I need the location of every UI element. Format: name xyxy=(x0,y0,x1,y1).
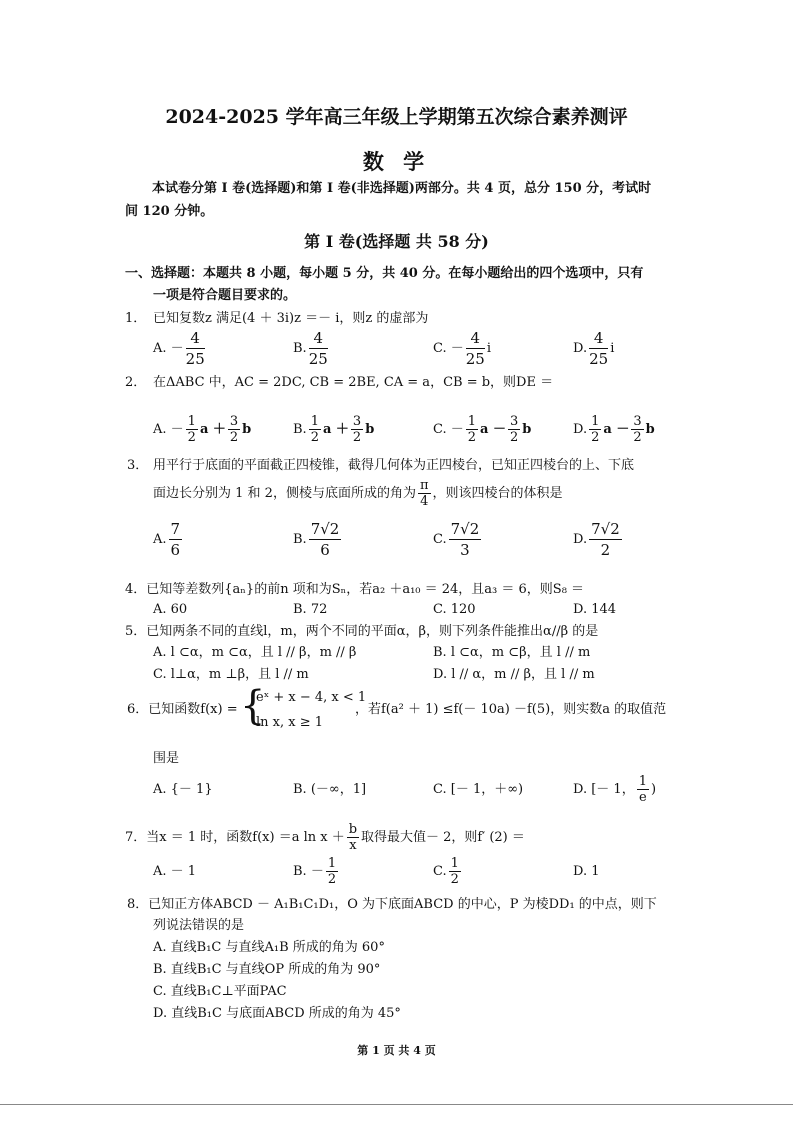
q2-b-f1d: 2 xyxy=(310,430,319,445)
q3-c-den: 3 xyxy=(460,541,470,559)
q1-option-d xyxy=(573,328,614,369)
q3-a-num: 7 xyxy=(170,520,181,538)
q8-option-a: A. 直线B₁C 与直线A₁B 所成的角为 60° xyxy=(153,940,385,955)
q8-option-c: C. 直线B₁C⊥平面PAC xyxy=(153,984,287,999)
q5-option-c: C. l⊥α，m ⊥β，且 l // m xyxy=(153,667,309,682)
q1-text: 已知复数z 满足(4 ＋ 3i)z ＝－ i，则z 的虚部为 xyxy=(153,311,429,326)
q7-option-c xyxy=(433,856,463,887)
q6-option-d xyxy=(573,774,656,805)
q3-option-c xyxy=(433,519,483,560)
intro-line-2: 间 120 分钟。 xyxy=(125,204,214,219)
q7-line xyxy=(125,822,525,853)
q2-d-end: b xyxy=(645,422,655,437)
q3-a-label: A. xyxy=(153,532,167,547)
q1-b-label: B. xyxy=(293,341,307,356)
q3-option-d xyxy=(573,519,624,560)
q7-lead: 7．当x ＝ 1 时，函数f(x) ＝a ln x ＋ xyxy=(125,830,345,845)
q2-c-f2n: 3 xyxy=(509,414,519,429)
q2-b-f2n: 3 xyxy=(352,414,362,429)
q4-option-d: D. 144 xyxy=(573,602,617,617)
q1-c-label: C. － xyxy=(433,341,464,356)
q8-option-d: D. 直线B₁C 与底面ABCD 所成的角为 45° xyxy=(153,1006,401,1021)
exam-title: 2024-2025 学年高三年级上学期第五次综合素养测评 xyxy=(165,106,628,128)
q1-d-num: 4 xyxy=(589,328,608,349)
q7-c-label: C. xyxy=(433,864,447,879)
q7-frac-den: x xyxy=(349,838,357,853)
q2-b-f1n: 1 xyxy=(310,414,319,429)
q2-c-mid: a － xyxy=(480,422,506,437)
q2-d-f2d: 2 xyxy=(633,430,642,445)
q2-a-mid: a ＋ xyxy=(199,422,226,437)
q7-frac-num: b xyxy=(348,822,358,837)
q5-text: 5．已知两条不同的直线l，m，两个不同的平面α，β，则下列条件能推出α//β 的是 xyxy=(125,624,599,639)
bottom-divider xyxy=(0,1104,793,1105)
q2-c-f1d: 2 xyxy=(467,430,477,445)
q7-b-label: B. － xyxy=(293,864,324,879)
q2-d-mid: a － xyxy=(603,422,630,437)
q3-b-den: 6 xyxy=(320,541,330,559)
q3-b-label: B. xyxy=(293,532,307,547)
q2-option-d xyxy=(573,414,655,445)
q2-d-f1d: 2 xyxy=(591,430,600,445)
q4-text: 4．已知等差数列{aₙ}的前n 项和为Sₙ，若a₂ ＋a₁₀ ＝ 24，且a₃ ＝ 6，则S₈ ＝ xyxy=(125,582,585,597)
q2-d-f2n: 3 xyxy=(633,414,642,429)
q3-d-num: 7√2 xyxy=(591,520,620,538)
q2-d-f1n: 1 xyxy=(591,414,600,429)
q3-d-den: 2 xyxy=(600,541,611,559)
q7-tail: 取得最大值－ 2，则f′ (2) ＝ xyxy=(361,830,525,845)
q2-a-f1d: 2 xyxy=(187,430,196,445)
q3-number: 3． xyxy=(127,458,149,473)
q7-option-d: D. 1 xyxy=(573,864,600,879)
q6-option-c: C. [－ 1，＋∞) xyxy=(433,782,524,797)
q1-option-c xyxy=(433,328,491,369)
q6-case-2: ln x, x ≥ 1 xyxy=(256,715,324,730)
q4-option-c: C. 120 xyxy=(433,602,476,617)
q2-a-label: A. － xyxy=(153,422,184,437)
q1-c-den: 25 xyxy=(465,350,485,368)
q1-a-den: 25 xyxy=(185,350,205,368)
section-heading-1: 一、选择题：本题共 8 小题，每小题 5 分，共 40 分。在每小题给出的四个选项中，只有 xyxy=(125,266,644,281)
q2-number: 2． xyxy=(125,375,147,390)
q1-b-num: 4 xyxy=(309,328,328,349)
q2-d-label: D. xyxy=(573,422,588,437)
q7-option-a: A. － 1 xyxy=(153,864,197,879)
q2-b-f2d: 2 xyxy=(352,430,362,445)
q3-line-2a: 面边长分别为 1 和 2，侧棱与底面所成的角为 xyxy=(153,486,416,501)
q1-option-a xyxy=(153,328,207,369)
q2-option-b xyxy=(293,414,374,445)
q7-option-b xyxy=(293,856,340,887)
q2-b-mid: a ＋ xyxy=(322,422,349,437)
q1-a-label: A. － xyxy=(153,341,184,356)
q3-line-1: 用平行于底面的平面截正四棱锥，截得几何体为正四棱台，已知正四棱台的上、下底 xyxy=(153,458,635,473)
q2-b-end: b xyxy=(365,422,375,437)
q1-d-label: D. xyxy=(573,341,588,356)
page-number: 第 1 页 共 4 页 xyxy=(357,1044,436,1057)
q5-option-d: D. l // α，m // β，且 l // m xyxy=(433,667,595,682)
q2-b-label: B. xyxy=(293,422,307,437)
q6-case-1: eˣ + x − 4, x < 1 xyxy=(256,690,367,705)
q1-number: 1． xyxy=(125,311,147,326)
section-heading-2: 一项是符合题目要求的。 xyxy=(153,288,297,303)
q2-c-end: b xyxy=(522,422,532,437)
q5-option-b: B. l ⊂α，m ⊂β，且 l // m xyxy=(433,645,591,660)
q8-line-1: 8．已知正方体ABCD － A₁B₁C₁D₁，O 为下底面ABCD 的中心，P 为棱DD₁ 的中点，则下 xyxy=(127,897,657,912)
q5-option-a: A. l ⊂α，m ⊂α，且 l // β，m // β xyxy=(153,645,357,660)
q4-option-a: A. 60 xyxy=(153,602,188,617)
q3-c-label: C. xyxy=(433,532,447,547)
q2-c-f2d: 2 xyxy=(509,430,519,445)
q6-d-den: e xyxy=(638,790,647,805)
q6-option-b: B. (－∞，1] xyxy=(293,782,367,797)
q1-c-suffix: i xyxy=(486,341,492,356)
q3-c-num: 7√2 xyxy=(450,520,480,538)
q1-c-num: 4 xyxy=(466,328,485,349)
q3-b-num: 7√2 xyxy=(310,520,340,538)
intro-line-1: 本试卷分第 I 卷(选择题)和第 I 卷(非选择题)两部分。共 4 页，总分 150 分，考试时 xyxy=(152,181,652,196)
q8-line-2: 列说法错误的是 xyxy=(153,918,245,933)
q6-brace: { xyxy=(240,683,266,729)
q4-option-b: B. 72 xyxy=(293,602,328,617)
q2-c-label: C. － xyxy=(433,422,464,437)
q2-option-c xyxy=(433,414,531,445)
q6-tail: ，若f(a² ＋ 1) ≤f(－ 10a) －f(5)，则实数a 的取值范 xyxy=(355,702,667,717)
q3-option-a xyxy=(153,519,184,560)
q2-c-f1n: 1 xyxy=(467,414,477,429)
q2-text: 在ΔABC 中，AC = 2DC, CB = 2BE, CA = a，CB = b，则DE ＝ xyxy=(153,375,554,390)
part-title: 第 I 卷(选择题 共 58 分) xyxy=(304,232,489,251)
q1-option-b xyxy=(293,328,330,369)
q6-lead: 6．已知函数f(x) = xyxy=(127,702,238,717)
q6-tail-2: 围是 xyxy=(153,751,180,766)
q2-a-f2d: 2 xyxy=(229,430,239,445)
q6-option-a: A. {－ 1} xyxy=(153,782,213,797)
q1-b-den: 25 xyxy=(308,350,328,368)
q3-option-b xyxy=(293,519,343,560)
q7-b-den: 2 xyxy=(327,872,337,887)
q3-a-den: 6 xyxy=(170,541,181,559)
q6-d-label: D. [－ 1， xyxy=(573,782,635,797)
q2-a-f2n: 3 xyxy=(229,414,239,429)
q3-d-label: D. xyxy=(573,532,588,547)
q2-a-end: b xyxy=(242,422,252,437)
q3-line-2b: ，则该四棱台的体积是 xyxy=(432,486,563,501)
q3-angle-num: π xyxy=(419,478,429,493)
q6-d-num: 1 xyxy=(638,774,647,789)
subject-title: 数 学 xyxy=(362,149,431,174)
q7-c-den: 2 xyxy=(450,872,459,887)
q1-d-den: 25 xyxy=(589,350,609,368)
q3-angle-den: 4 xyxy=(420,494,429,509)
q1-a-num: 4 xyxy=(186,328,205,349)
q7-b-num: 1 xyxy=(327,856,337,871)
q7-c-num: 1 xyxy=(450,856,459,871)
q1-d-suffix: i xyxy=(610,341,615,356)
q2-a-f1n: 1 xyxy=(187,414,196,429)
q3-line-2 xyxy=(153,478,563,509)
q2-option-a xyxy=(153,414,251,445)
q8-option-b: B. 直线B₁C 与直线OP 所成的角为 90° xyxy=(153,962,381,977)
q6-d-end: ) xyxy=(650,782,657,797)
